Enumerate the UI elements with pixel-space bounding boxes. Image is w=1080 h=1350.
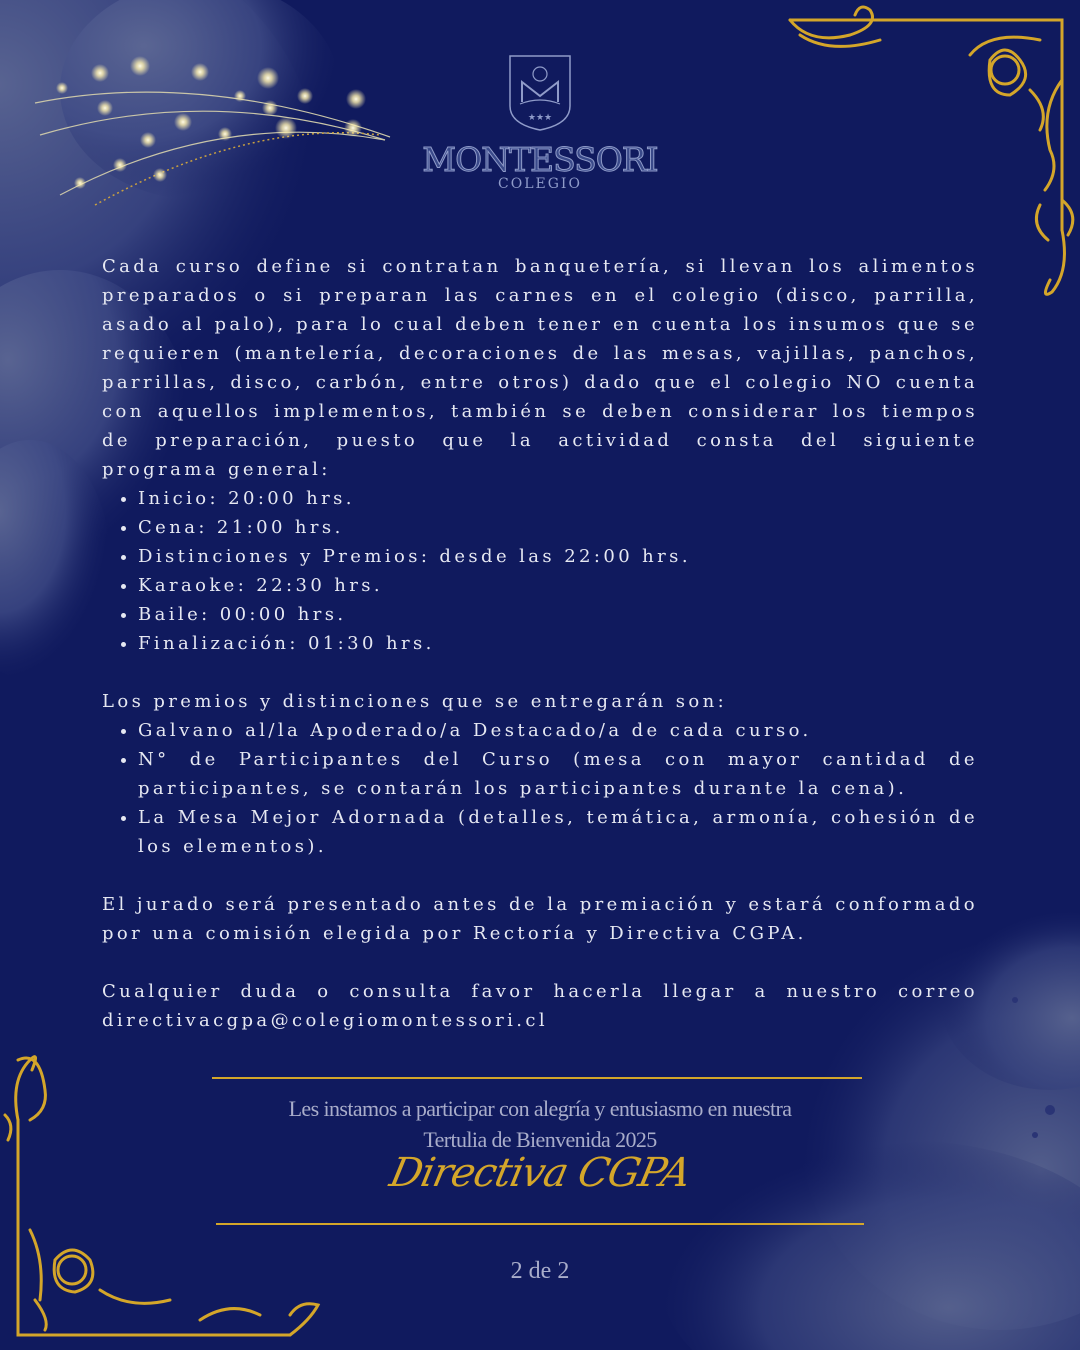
award-item: • La Mesa Mejor Adornada (detalles, temática, armonía, cohesión de los elementos). [138,803,978,861]
schedule-item: • Karaoke: 22:30 hrs. [138,571,978,600]
divider-bottom [216,1223,864,1225]
divider-top [212,1077,862,1079]
schedule-item: • Cena: 21:00 hrs. [138,513,978,542]
page-number: 2 de 2 [510,1258,570,1284]
closing-line-1: Les instamos a participar con alegría y entusiasmo en nuestra [288,1096,792,1121]
schedule-item: • Distinciones y Premios: desde las 22:00 hrs. [138,542,978,571]
signature: Directiva CGPA [385,1150,695,1196]
logo-wordmark: MONTESSORI [422,140,658,179]
schedule-item: • Inicio: 20:00 hrs. [138,484,978,513]
award-item: • N° de Participantes del Curso (mesa con mayor cantidad de participantes, se contarán los participantes durante la cena). [138,745,978,803]
awards-intro: Los premios y distinciones que se entregarán son: [102,691,728,712]
closing-message [180,1093,900,1155]
body-content [102,252,978,1035]
schedule-item: • Finalización: 01:30 hrs. [138,629,978,658]
intro-paragraph: Cada curso define si contratan banquetería, si llevan los alimentos preparados o si preparan las carnes en el colegio (disco, parrilla, asado al palo), para lo cual deben tener en cuenta los insumos que se requieren (mantelería, decoraciones de las mesas, vajillas, panchos, parrillas, disco, carbón, entre otros) dado que el colegio NO cuenta con aquellos implementos, también se deben considerar los tiempos de preparación, puesto que la actividad consta del siguiente programa general: [102,256,978,480]
jury-paragraph: El jurado será presentado antes de la premiación y estará conformado por una comisión elegida por Rectoría y Directiva CGPA. [102,894,978,944]
school-logo [420,52,660,202]
logo-subtitle: COLEGIO [498,176,582,192]
schedule-list [102,484,978,658]
award-item: • Galvano al/la Apoderado/a Destacado/a de cada curso. [138,716,978,745]
awards-list [102,716,978,861]
svg-text:★★★: ★★★ [527,113,553,123]
closing-line-2: Tertulia de Bienvenida 2025 [423,1127,657,1152]
contact-paragraph: Cualquier duda o consulta favor hacerla llegar a nuestro correo directivacgpa@colegiomontessori.cl [102,981,978,1031]
schedule-item: • Baile: 00:00 hrs. [138,600,978,629]
